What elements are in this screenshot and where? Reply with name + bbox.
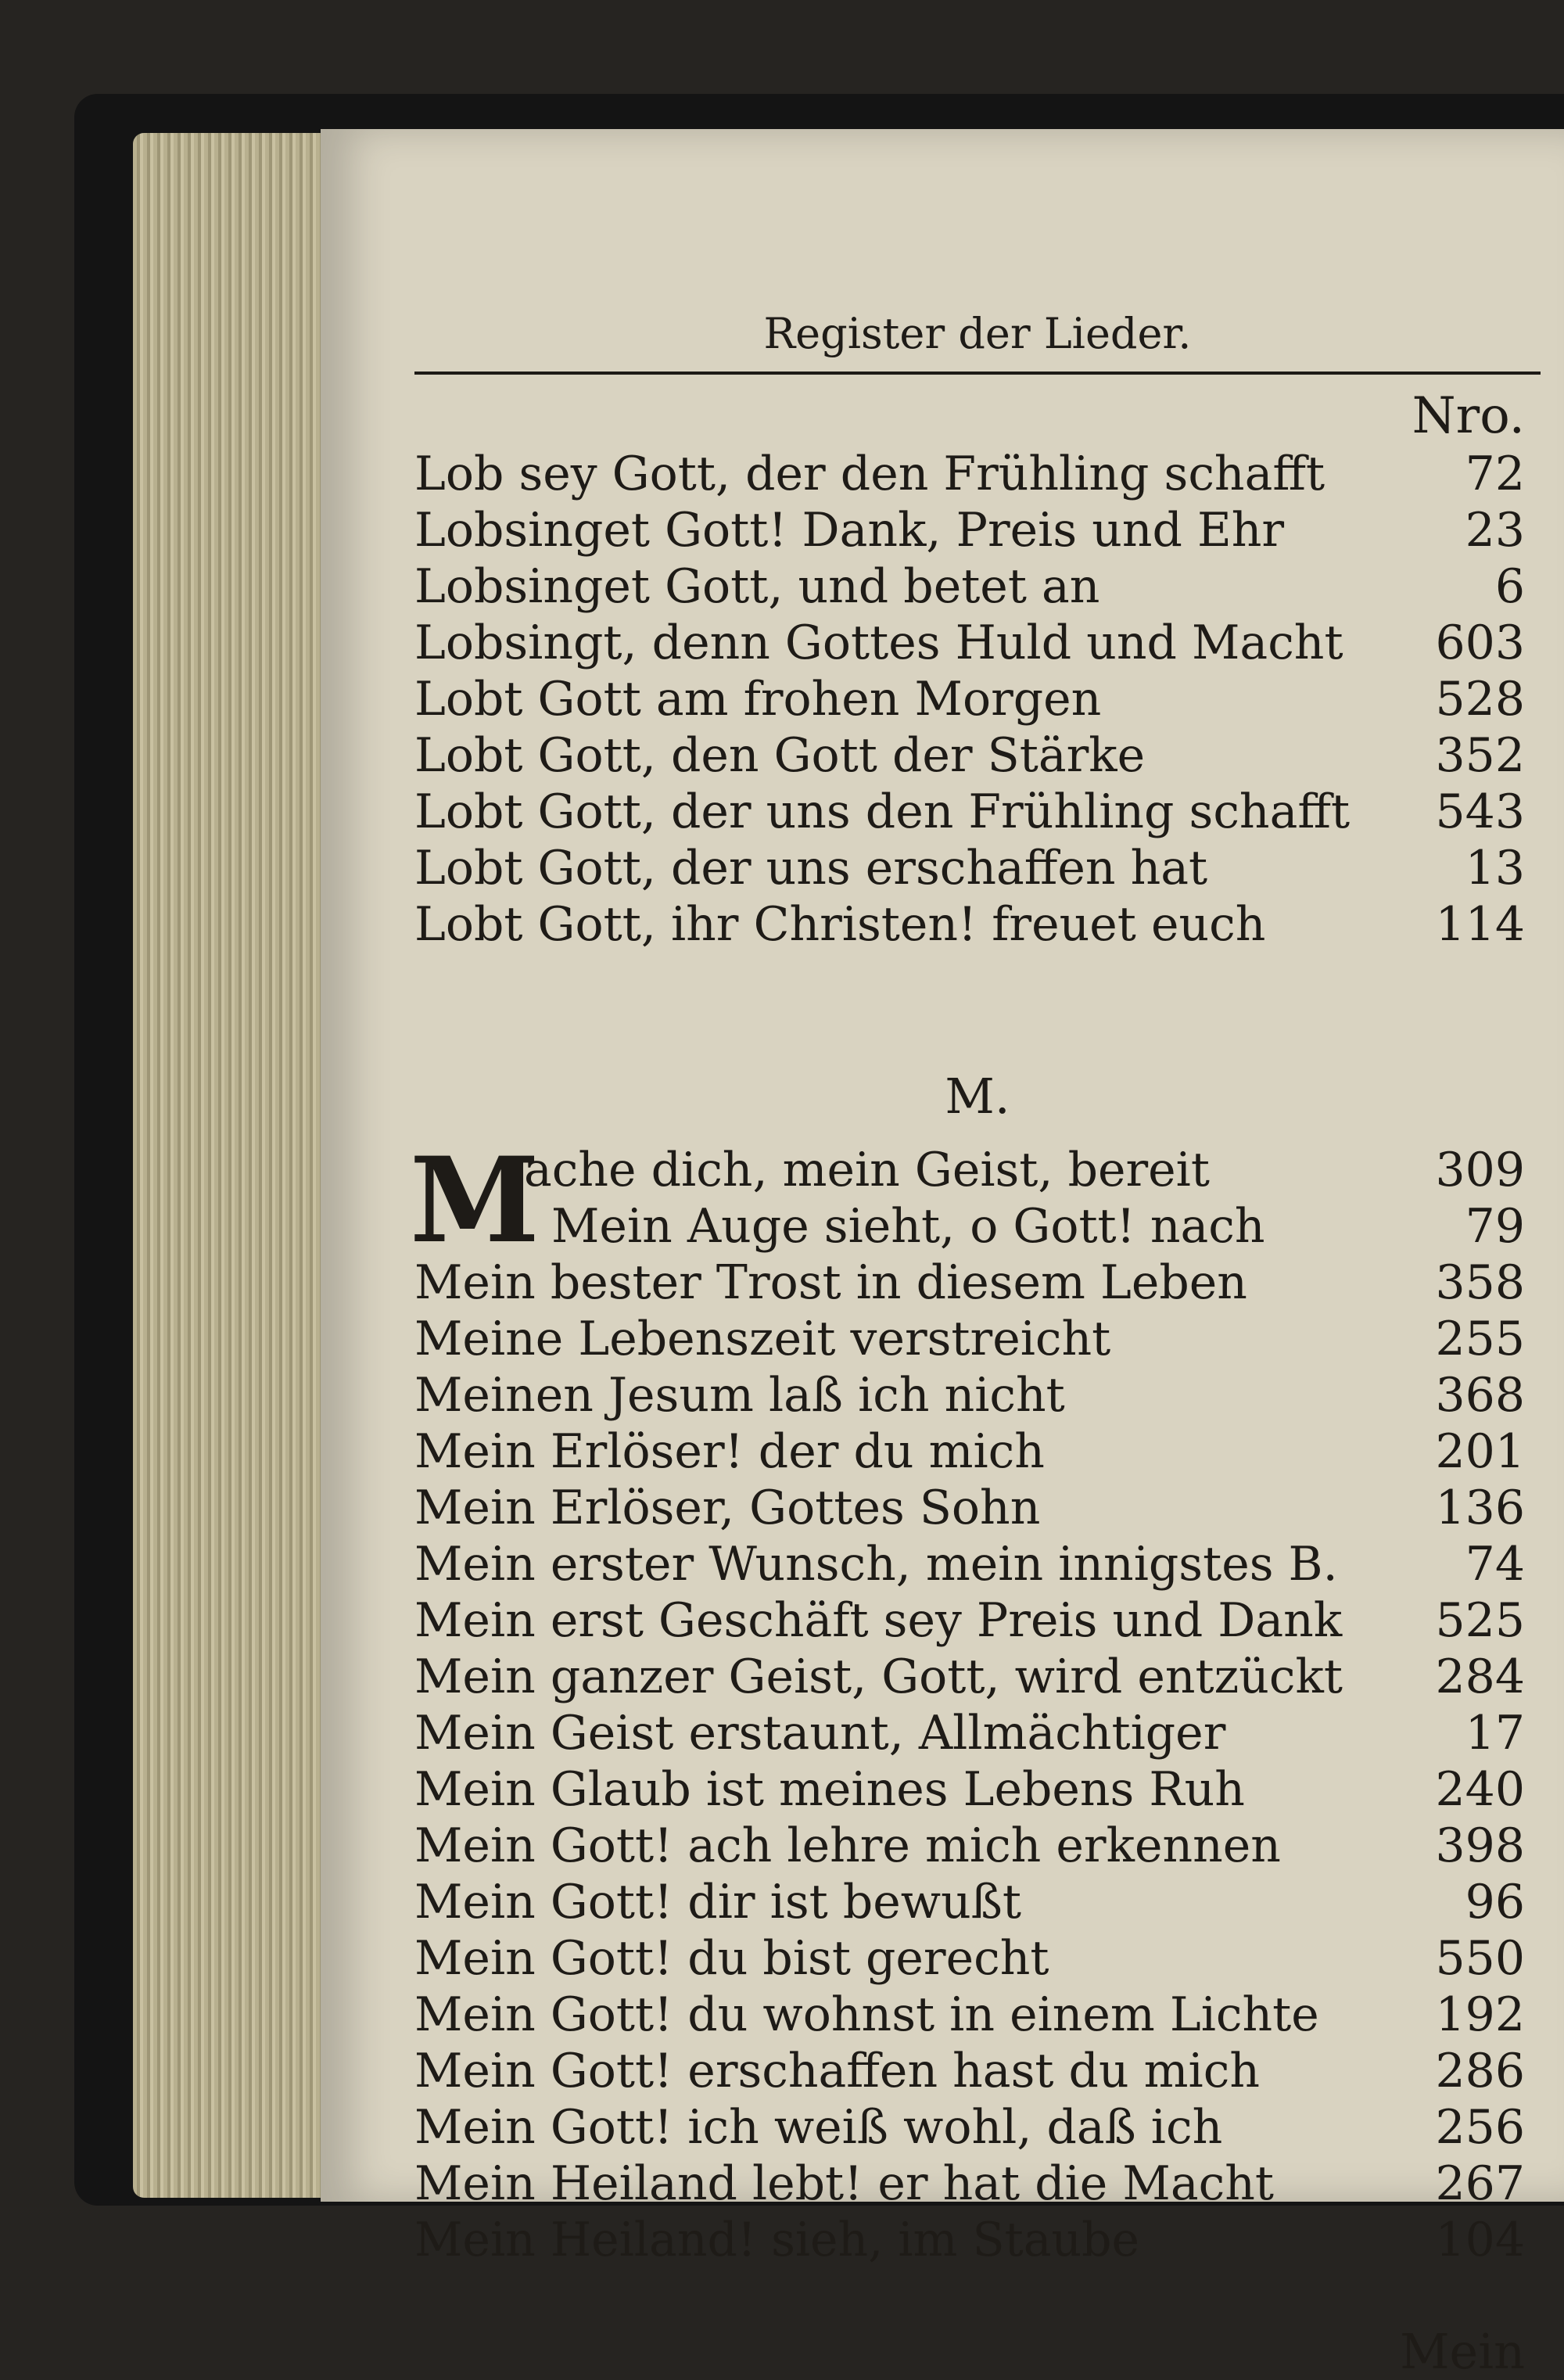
column-header-nro: Nro. bbox=[1412, 387, 1525, 445]
entry-number: 284 bbox=[1435, 1649, 1525, 1704]
entry-number: 255 bbox=[1435, 1312, 1525, 1366]
entry-title: Mein Heiland! sieh, im Staube bbox=[414, 2213, 1140, 2267]
entry-number: 17 bbox=[1465, 1706, 1525, 1761]
entry-title: Meine Lebenszeit verstreicht bbox=[414, 1312, 1111, 1366]
entry-title: Lobsinget Gott, und betet an bbox=[414, 559, 1100, 614]
entry-number: 358 bbox=[1435, 1255, 1525, 1310]
entry-title: Lob sey Gott, der den Frühling schafft bbox=[414, 447, 1325, 501]
entry-number: 286 bbox=[1435, 2044, 1525, 2098]
entry-number: 136 bbox=[1435, 1481, 1525, 1535]
catchword: Mein bbox=[1400, 2323, 1525, 2380]
entry-number: 267 bbox=[1435, 2156, 1525, 2211]
entry-number: 74 bbox=[1465, 1537, 1525, 1592]
entry-title: Mein Gott! dir ist bewußt bbox=[414, 1875, 1021, 1929]
entry-number: 72 bbox=[1465, 447, 1525, 501]
entry-title: Lobt Gott, der uns erschaffen hat bbox=[414, 841, 1208, 896]
entry-number: 352 bbox=[1435, 728, 1525, 783]
entry-number: 240 bbox=[1435, 1762, 1525, 1817]
entry-title: Mein Gott! du wohnst in einem Lichte bbox=[414, 1987, 1319, 2042]
index-entry bbox=[414, 1987, 1525, 2043]
book-page bbox=[321, 129, 1564, 2380]
entry-title: Mein Glaub ist meines Lebens Ruh bbox=[414, 1762, 1245, 1817]
entry-title: ache dich, mein Geist, bereit bbox=[524, 1143, 1210, 1197]
entry-title: Mein Geist erstaunt, Allmächtiger bbox=[414, 1706, 1226, 1761]
index-entry bbox=[414, 615, 1525, 671]
index-entry bbox=[414, 558, 1525, 615]
entry-title: Mein Erlöser! der du mich bbox=[414, 1424, 1045, 1479]
index-entry bbox=[414, 671, 1525, 727]
entry-title: Lobt Gott, ihr Christen! freuet euch bbox=[414, 897, 1266, 952]
entry-title: Mein Heiland lebt! er hat die Macht bbox=[414, 2156, 1274, 2211]
index-entry bbox=[414, 896, 1525, 953]
entry-number: 543 bbox=[1435, 784, 1525, 839]
entry-title: Mein erst Geschäft sey Preis und Dank bbox=[414, 1593, 1343, 1648]
header-rule bbox=[414, 372, 1541, 375]
entry-title: Lobt Gott, den Gott der Stärke bbox=[414, 728, 1146, 783]
section-heading-m: M. bbox=[945, 1068, 1010, 1125]
entry-title: Lobt Gott am frohen Morgen bbox=[414, 672, 1102, 727]
entry-number: 603 bbox=[1435, 616, 1525, 670]
index-entry bbox=[414, 1480, 1525, 1536]
entry-title: Lobsinget Gott! Dank, Preis und Ehr bbox=[414, 503, 1285, 558]
entry-title: Mein bester Trost in diesem Leben bbox=[414, 1255, 1247, 1310]
index-entry bbox=[414, 1930, 1525, 1987]
index-entry bbox=[414, 1874, 1525, 1930]
drop-cap: M bbox=[410, 1132, 540, 1269]
index-entry bbox=[414, 2043, 1525, 2099]
entry-title: Mein Auge sieht, o Gott! nach bbox=[551, 1199, 1265, 1254]
entry-title: Lobt Gott, der uns den Frühling schafft bbox=[414, 784, 1351, 839]
page-edges bbox=[133, 133, 336, 2198]
entry-number: 104 bbox=[1435, 2213, 1525, 2267]
index-entry bbox=[414, 1761, 1525, 1818]
entry-title: Mein ganzer Geist, Gott, wird entzückt bbox=[414, 1649, 1343, 1704]
entry-number: 192 bbox=[1435, 1987, 1525, 2042]
entry-title: Mein Gott! ich weiß wohl, daß ich bbox=[414, 2100, 1223, 2155]
entry-number: 79 bbox=[1465, 1199, 1525, 1254]
entry-number: 23 bbox=[1465, 503, 1525, 558]
entry-title: Mein Gott! erschaffen hast du mich bbox=[414, 2044, 1260, 2098]
entry-number: 6 bbox=[1494, 559, 1525, 614]
index-entry bbox=[414, 1705, 1525, 1761]
index-entry bbox=[414, 446, 1525, 502]
index-entry bbox=[414, 1311, 1525, 1367]
index-entry bbox=[524, 1142, 1525, 1198]
index-entry bbox=[414, 502, 1525, 558]
entry-number: 525 bbox=[1435, 1593, 1525, 1648]
entry-title: Meinen Jesum laß ich nicht bbox=[414, 1368, 1065, 1423]
entry-number: 96 bbox=[1465, 1875, 1525, 1929]
index-entry bbox=[414, 1592, 1525, 1649]
entry-number: 309 bbox=[1435, 1143, 1525, 1197]
index-entry bbox=[414, 727, 1525, 784]
index-entry bbox=[414, 840, 1525, 896]
entry-title: Mein Erlöser, Gottes Sohn bbox=[414, 1481, 1041, 1535]
index-entry bbox=[414, 1423, 1525, 1480]
page-text-block bbox=[410, 176, 1541, 2380]
index-entry bbox=[414, 2156, 1525, 2212]
entry-number: 398 bbox=[1435, 1818, 1525, 1873]
entry-number: 368 bbox=[1435, 1368, 1525, 1423]
entry-number: 550 bbox=[1435, 1931, 1525, 1986]
index-entry bbox=[414, 2099, 1525, 2156]
index-entry bbox=[414, 1818, 1525, 1874]
index-entry bbox=[414, 1536, 1525, 1592]
entry-title: Mein erster Wunsch, mein innigstes B. bbox=[414, 1537, 1338, 1592]
entry-title: Mein Gott! ach lehre mich erkennen bbox=[414, 1818, 1281, 1873]
entry-number: 13 bbox=[1465, 841, 1525, 896]
entry-number: 201 bbox=[1435, 1424, 1525, 1479]
entry-title: Lobsingt, denn Gottes Huld und Macht bbox=[414, 616, 1343, 670]
index-entry bbox=[414, 1255, 1525, 1311]
index-entry bbox=[414, 2212, 1525, 2268]
running-head: Register der Lieder. bbox=[763, 309, 1192, 358]
entry-number: 256 bbox=[1435, 2100, 1525, 2155]
index-entry bbox=[551, 1198, 1525, 1255]
entry-number: 528 bbox=[1435, 672, 1525, 727]
entry-title: Mein Gott! du bist gerecht bbox=[414, 1931, 1049, 1986]
index-entry bbox=[414, 1367, 1525, 1423]
index-entry bbox=[414, 1649, 1525, 1705]
entry-number: 114 bbox=[1435, 897, 1525, 952]
index-entry bbox=[414, 784, 1525, 840]
